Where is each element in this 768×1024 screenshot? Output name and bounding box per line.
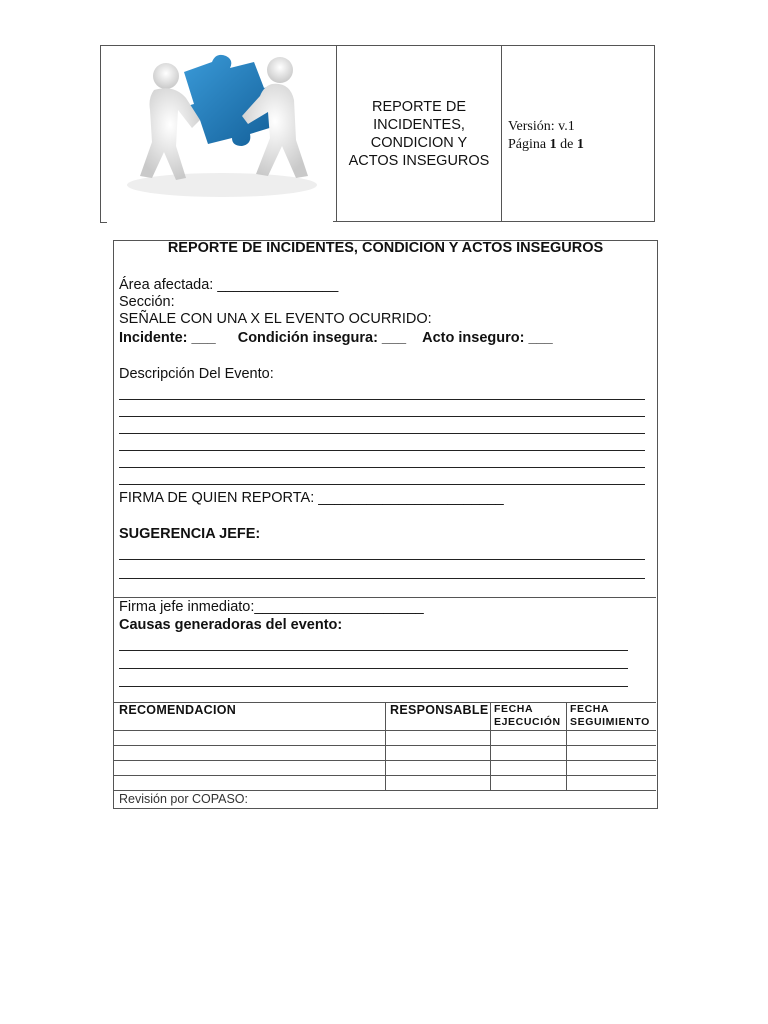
firma-reporta-field[interactable]: FIRMA DE QUIEN REPORTA: _______________________ [119, 490, 504, 506]
event-type-row [119, 330, 553, 347]
descripcion-line-5[interactable] [119, 467, 645, 468]
descripcion-label: Descripción Del Evento: [119, 366, 274, 382]
descripcion-line-1[interactable] [119, 399, 645, 400]
condicion-checkbox[interactable]: : ___ [373, 330, 407, 346]
revision-copaso: Revisión por COPASO: [119, 792, 248, 806]
instruction-text: SEÑALE CON UNA X EL EVENTO OCURRIDO: [119, 311, 432, 327]
acto-label: Acto inseguro: [422, 330, 525, 346]
sugerencia-line-1[interactable] [119, 559, 645, 560]
table-row[interactable] [114, 761, 384, 775]
causas-line-3[interactable] [119, 686, 628, 687]
acto-checkbox[interactable]: ___ [524, 330, 553, 346]
incidente-label: Incidente: [119, 330, 188, 346]
sugerencia-line-2[interactable] [119, 578, 645, 579]
sugerencia-label: SUGERENCIA JEFE: [119, 526, 261, 542]
col-header-fecha-ejecucion-line1: FECHA [494, 703, 534, 715]
col-header-fecha-seguimiento [570, 703, 650, 729]
table-row[interactable] [114, 746, 384, 760]
header-divider-1 [336, 45, 337, 221]
header-divider-2 [501, 45, 502, 221]
col-header-responsable: RESPONSABLE [390, 703, 489, 717]
table-col-divider-2 [490, 702, 491, 790]
table-bottom-border [113, 790, 656, 791]
descripcion-line-3[interactable] [119, 433, 645, 434]
seccion-field[interactable]: Sección: [119, 294, 175, 310]
table-col-divider-1 [385, 702, 386, 790]
form-title: REPORTE DE INCIDENTES, CONDICION Y ACTOS INSEGUROS [167, 240, 604, 256]
header-title: REPORTE DE INCIDENTES, CONDICION Y ACTOS INSEGUROS [348, 99, 490, 169]
col-header-fecha-seguimiento-line2: SEGUIMIENTO [570, 716, 650, 728]
firma-jefe-field[interactable]: Firma jefe inmediato:_____________________ [119, 599, 424, 615]
col-header-recomendacion: RECOMENDACION [119, 703, 237, 717]
table-row[interactable] [114, 776, 384, 790]
col-header-fecha-ejecucion-line2: EJECUCIÓN [494, 716, 561, 728]
table-row[interactable] [114, 731, 384, 745]
table-col-divider-3 [566, 702, 567, 790]
area-afectada-field[interactable]: Área afectada: _______________ [119, 277, 339, 293]
header-corner-tick [100, 214, 107, 223]
descripcion-line-4[interactable] [119, 450, 645, 451]
page-current: 1 [549, 137, 557, 152]
header-meta [508, 118, 584, 154]
version-label: Versión: v.1 [508, 119, 575, 134]
causas-label: Causas generadoras del evento: [119, 617, 343, 633]
section-divider [113, 597, 656, 598]
col-header-fecha-seguimiento-line1: FECHA [570, 703, 610, 715]
page-number [508, 136, 584, 154]
incidente-checkbox[interactable]: ___ [187, 330, 216, 346]
page-prefix: Página [508, 137, 550, 152]
page-total: 1 [576, 137, 584, 152]
header-bottom-border [333, 221, 654, 222]
page-sep: de [556, 137, 577, 152]
causas-line-1[interactable] [119, 650, 628, 651]
condicion-label: Condición insegura [237, 330, 374, 346]
descripcion-line-6[interactable] [119, 484, 645, 485]
col-header-fecha-ejecucion [494, 703, 561, 729]
puzzle-figures-icon [104, 50, 332, 210]
causas-line-2[interactable] [119, 668, 628, 669]
descripcion-line-2[interactable] [119, 416, 645, 417]
